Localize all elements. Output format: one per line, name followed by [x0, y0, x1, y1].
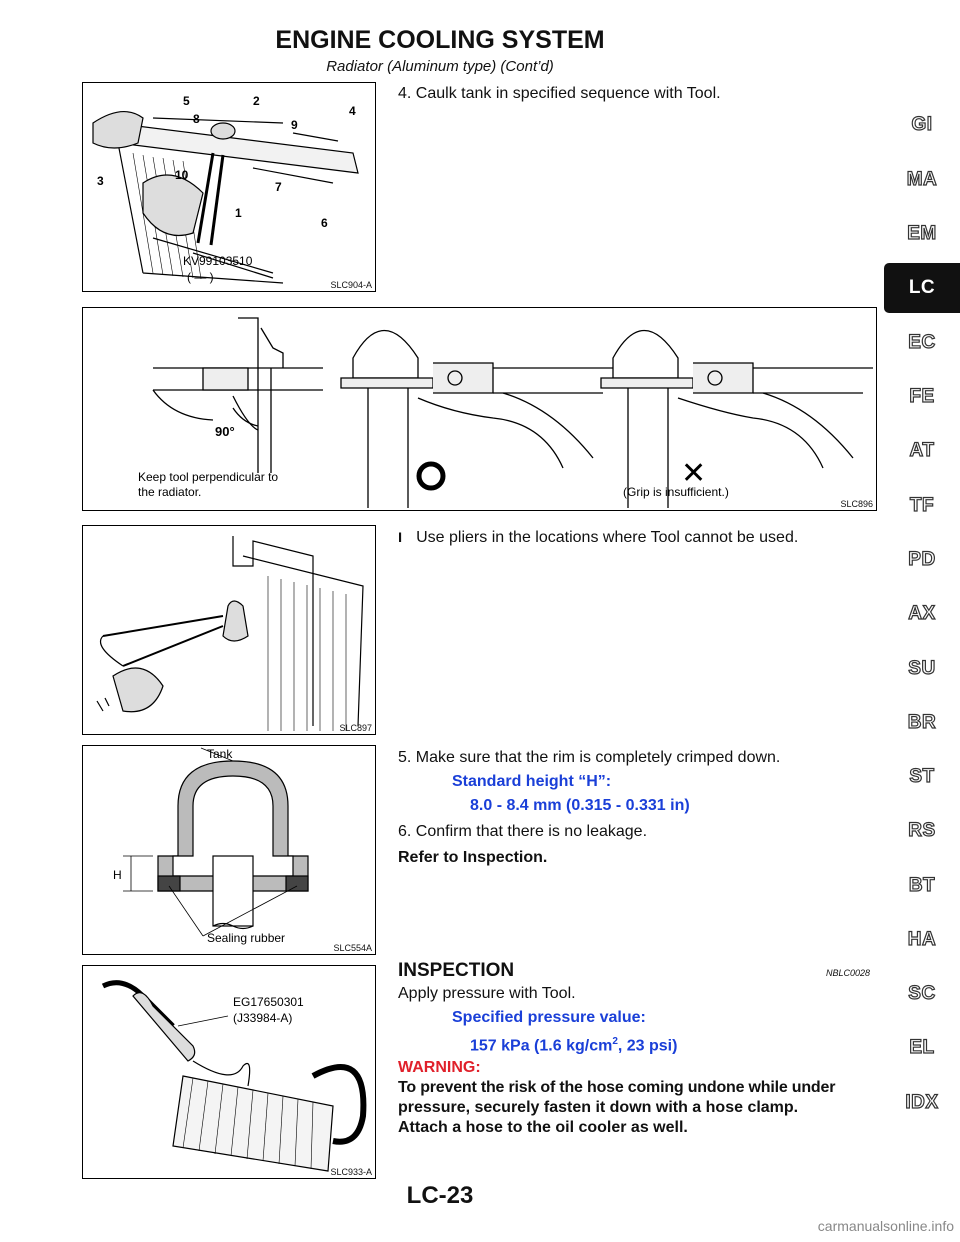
- caption-line-1: Keep tool perpendicular to: [138, 470, 279, 484]
- warning-line-1: To prevent the risk of the hose coming undone while under: [398, 1079, 836, 1096]
- warning-label: WARNING:: [398, 1059, 481, 1076]
- figure-pliers: [82, 525, 376, 735]
- seq-7: 7: [275, 180, 282, 194]
- grip-insufficient-label: (Grip is insufficient.): [623, 485, 729, 499]
- spec-value-sup: 2: [612, 1036, 618, 1047]
- seq-10: 10: [175, 168, 189, 182]
- tab-pd[interactable]: PD: [908, 549, 936, 570]
- seq-2: 2: [253, 94, 260, 108]
- tab-bt[interactable]: BT: [908, 875, 936, 896]
- tab-ma[interactable]: MA: [906, 169, 938, 190]
- tab-su[interactable]: SU: [908, 658, 936, 679]
- tab-st[interactable]: ST: [909, 766, 935, 787]
- sealing-rubber-label: Sealing rubber: [207, 931, 286, 945]
- page-subtitle: Radiator (Aluminum type) (Cont’d): [326, 58, 554, 75]
- standard-height-label: Standard height “H”:: [452, 773, 612, 790]
- tab-ha[interactable]: HA: [907, 929, 937, 950]
- seq-5: 5: [183, 94, 190, 108]
- spec-pressure-label: Specified pressure value:: [452, 1009, 646, 1026]
- figure-tank-section: [82, 745, 376, 955]
- figure-code: SLC904-A: [330, 280, 372, 290]
- inspection-heading: INSPECTION: [398, 960, 515, 981]
- refer-inspection-text: Refer to Inspection.: [398, 849, 548, 866]
- tab-lc[interactable]: LC: [884, 263, 960, 313]
- angle-label: 90°: [215, 424, 235, 439]
- watermark-text[interactable]: carmanualsonline.info: [817, 1218, 954, 1234]
- tab-tf[interactable]: TF: [909, 495, 935, 516]
- page-number: LC-23: [406, 1182, 474, 1209]
- spec-value-b: , 23 psi): [617, 1037, 678, 1055]
- tab-at[interactable]: AT: [909, 440, 935, 461]
- seq-6: 6: [321, 216, 328, 230]
- figure-code: SLC933-A: [330, 1167, 372, 1177]
- tool-number-label: KV99103510: [183, 254, 253, 268]
- correct-mark-icon: [419, 464, 443, 488]
- apply-pressure-text: Apply pressure with Tool.: [398, 985, 576, 1002]
- tank-label: Tank: [207, 747, 233, 761]
- figure-caulk-sequence: [82, 82, 376, 292]
- tab-gi[interactable]: GI: [911, 114, 933, 135]
- seq-9: 9: [291, 118, 298, 132]
- step-6-text: 6. Confirm that there is no leakage.: [398, 823, 648, 840]
- figure-code: SLC896: [840, 499, 873, 509]
- warning-line-2: pressure, securely fasten it down with a hose clamp.: [398, 1099, 799, 1116]
- tab-ec[interactable]: EC: [908, 332, 936, 353]
- step-4-text: 4. Caulk tank in specified sequence with Tool.: [398, 85, 721, 102]
- tool-perpendicular-drawing: [83, 308, 876, 510]
- tank-section-drawing: [83, 746, 375, 954]
- pliers-drawing: [83, 526, 375, 734]
- pressure-test-drawing: [83, 966, 375, 1178]
- tab-em[interactable]: EM: [907, 223, 937, 244]
- bullet-icon: l: [398, 531, 403, 545]
- figure-pressure-test: [82, 965, 376, 1179]
- tool-number-label: EG17650301: [233, 995, 304, 1009]
- tool-number-sub: ( — ): [187, 270, 214, 284]
- height-label: H: [113, 868, 122, 882]
- tool-number-sub: (J33984-A): [233, 1011, 293, 1025]
- standard-height-value: 8.0 - 8.4 mm (0.315 - 0.331 in): [470, 797, 690, 814]
- caulk-sequence-drawing: [83, 83, 375, 291]
- pliers-bullet: [398, 528, 798, 548]
- tab-fe[interactable]: FE: [909, 386, 935, 407]
- tab-el[interactable]: EL: [909, 1037, 935, 1058]
- tab-rs[interactable]: RS: [908, 820, 936, 841]
- spec-pressure-value: [470, 1032, 677, 1056]
- tab-idx[interactable]: IDX: [905, 1092, 939, 1113]
- tab-br[interactable]: BR: [907, 712, 937, 733]
- bullet-text: Use pliers in the locations where Tool cannot be used.: [416, 529, 799, 546]
- caption-line-2: the radiator.: [138, 485, 202, 499]
- figure-code: SLC554A: [333, 943, 372, 953]
- spec-value-a: 157 kPa (1.6 kg/cm: [470, 1037, 613, 1055]
- step-5-text: 5. Make sure that the rim is completely crimped down.: [398, 749, 781, 766]
- seq-8: 8: [193, 112, 200, 126]
- seq-4: 4: [349, 104, 356, 118]
- tab-sc[interactable]: SC: [908, 983, 936, 1004]
- inspection-heading-row: [398, 960, 870, 982]
- warning-line-3: Attach a hose to the oil cooler as well.: [398, 1119, 688, 1136]
- incorrect-mark-icon: ✕: [681, 457, 707, 490]
- inspection-code: NBLC0028: [825, 968, 870, 978]
- figure-tool-perpendicular: [82, 307, 877, 511]
- page-title: ENGINE COOLING SYSTEM: [275, 26, 605, 54]
- tab-ax[interactable]: AX: [908, 603, 936, 624]
- seq-3: 3: [97, 174, 104, 188]
- figure-code: SLC897: [339, 723, 372, 733]
- seq-1: 1: [235, 206, 242, 220]
